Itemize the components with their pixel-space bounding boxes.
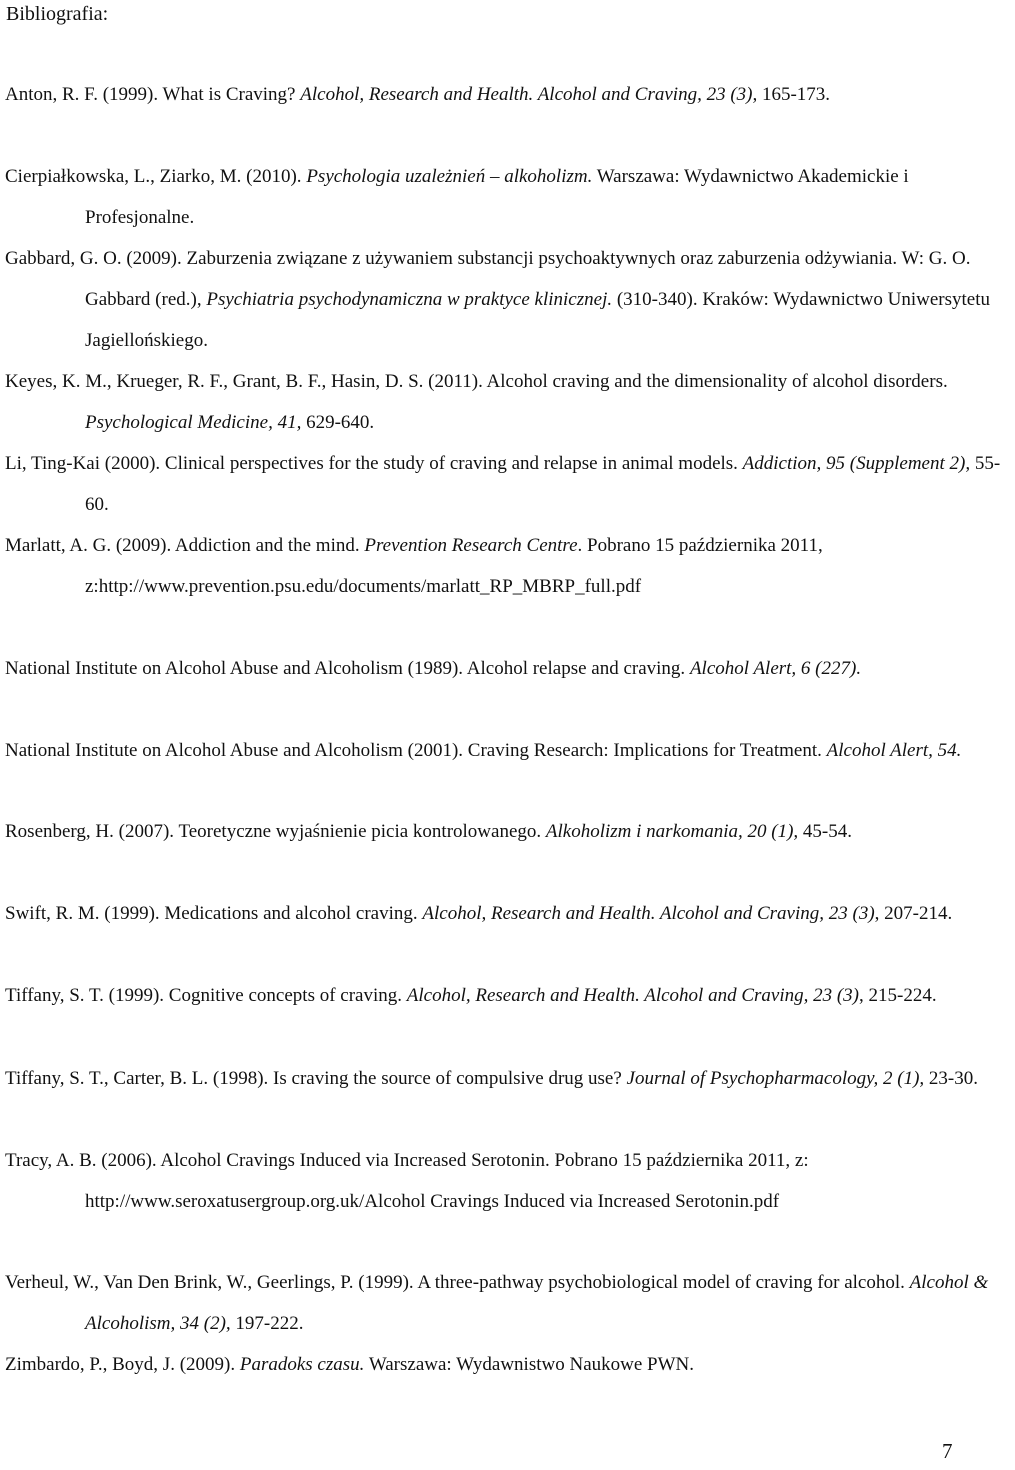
entry-text: Tiffany, S. T. (1999). Cognitive concepts of craving. — [5, 985, 407, 1006]
entry-text: 629-640. — [301, 412, 375, 433]
entry-text: 23-30. — [924, 1068, 978, 1089]
entry-text: National Institute on Alcohol Abuse and Alcoholism (1989). Alcohol relapse and craving. — [5, 658, 690, 679]
entry-text: Tiffany, S. T., Carter, B. L. (1998). Is craving the source of compulsive drug use? — [5, 1068, 627, 1089]
page-title: Bibliografia: — [6, 3, 109, 25]
entry-text: Verheul, W., Van Den Brink, W., Geerlings, P. (1999). A three-pathway psychobiological model of craving for alcohol. — [5, 1272, 910, 1293]
entry-italic-text: Psychologia uzależnień – alkoholizm. — [306, 166, 593, 187]
entry-italic-text: Psychological Medicine, 41, — [85, 412, 302, 433]
entry-text: (310-340). Kraków: Wydawnictwo Uniwersytetu Jagiellońskiego. — [85, 289, 991, 351]
bibliography-entry — [5, 525, 1015, 607]
entry-italic-text: Alcohol, Research and Health. Alcohol and Craving, 23 (3) — [406, 985, 859, 1006]
entry-text: Swift, R. M. (1999). Medications and alcohol craving. — [5, 903, 423, 924]
entry-text: 55-60. — [85, 453, 1001, 515]
entry-text: 165-173. — [757, 84, 831, 105]
entry-italic-text: Alkoholizm i narkomania, 20 (1), — [545, 821, 799, 842]
entry-italic-text: Paradoks czasu. — [239, 1354, 365, 1375]
bibliography-entry — [5, 1140, 1015, 1222]
entry-italic-text: Psychiatria psychodynamiczna w praktyce klinicznej. — [206, 289, 613, 310]
bibliography-entry — [5, 1344, 1015, 1385]
entry-text: Anton, R. F. (1999). What is Craving? — [5, 84, 301, 105]
entry-text: Tracy, A. B. (2006). Alcohol Cravings Induced via Increased Serotonin. Pobrano 15 października 2011, z: http://www.seroxatusergroup.org.uk/Alcohol Cravings Induced via Increased Serotonin.pdf — [5, 1150, 809, 1212]
entry-text: Li, Ting-Kai (2000). Clinical perspectives for the study of craving and relapse in animal models. — [5, 453, 743, 474]
page-number: 7 — [942, 1439, 953, 1463]
entry-italic-text: Alcohol, Research and Health. Alcohol and Craving, 23 (3), — [300, 84, 758, 105]
entry-text: Warszawa: Wydawnistwo Naukowe PWN. — [364, 1354, 694, 1375]
bibliography-entry — [5, 361, 1015, 443]
entry-italic-text: Alcohol & Alcoholism, 34 (2), — [85, 1272, 989, 1334]
entry-text: , 207-214. — [874, 903, 953, 924]
bibliography-entry — [5, 238, 1015, 361]
bibliography-entry — [5, 648, 1015, 689]
entry-italic-text: Addiction, 95 (Supplement 2), — [742, 453, 971, 474]
bibliography-entry — [5, 74, 1015, 115]
bibliography-entry — [5, 1058, 1015, 1099]
bibliography-entry — [5, 730, 1015, 771]
entry-text: Marlatt, A. G. (2009). Addiction and the mind. — [5, 535, 365, 556]
entry-text: Keyes, K. M., Krueger, R. F., Grant, B. F., Hasin, D. S. (2011). Alcohol craving and the dimensionality of alcohol disorders. — [5, 371, 948, 392]
bibliography-entry — [5, 811, 1015, 852]
entry-text: . Pobrano 15 października 2011, z:http://www.prevention.psu.edu/documents/marlatt_RP_MBRP_full.pdf — [85, 535, 823, 597]
entry-text: Gabbard, G. O. (2009). Zaburzenia związane z używaniem substancji psychoaktywnych oraz zaburzenia odżywiania. W: G. O. Gabbard (red.), — [5, 248, 971, 310]
entry-italic-text: Journal of Psychopharmacology, 2 (1), — [626, 1068, 925, 1089]
bibliography-entry — [5, 975, 1015, 1016]
bibliography-entry — [5, 893, 1015, 934]
entry-italic-text: Alcohol Alert, 54. — [826, 740, 962, 761]
entry-text: 197-222. — [230, 1313, 304, 1334]
entry-italic-text: Alcohol, Research and Health. Alcohol and Craving, 23 (3) — [422, 903, 875, 924]
entry-text: Warszawa: Wydawnictwo Akademickie i Profesjonalne. — [85, 166, 909, 228]
entry-italic-text: Prevention Research Centre — [364, 535, 578, 556]
entry-text: Rosenberg, H. (2007). Teoretyczne wyjaśnienie picia kontrolowanego. — [5, 821, 546, 842]
entry-text: Zimbardo, P., Boyd, J. (2009). — [5, 1354, 240, 1375]
entry-text: 45-54. — [798, 821, 852, 842]
entry-italic-text: Alcohol Alert, 6 (227). — [689, 658, 862, 679]
entry-text: , 215-224. — [859, 985, 937, 1006]
entry-text: Cierpiałkowska, L., Ziarko, M. (2010). — [5, 166, 307, 187]
bibliography-entry — [5, 443, 1015, 525]
bibliography-entry — [5, 156, 1015, 238]
bibliography-entry — [5, 1262, 1015, 1344]
entry-text: National Institute on Alcohol Abuse and Alcoholism (2001). Craving Research: Implications for Treatment. — [5, 740, 827, 761]
